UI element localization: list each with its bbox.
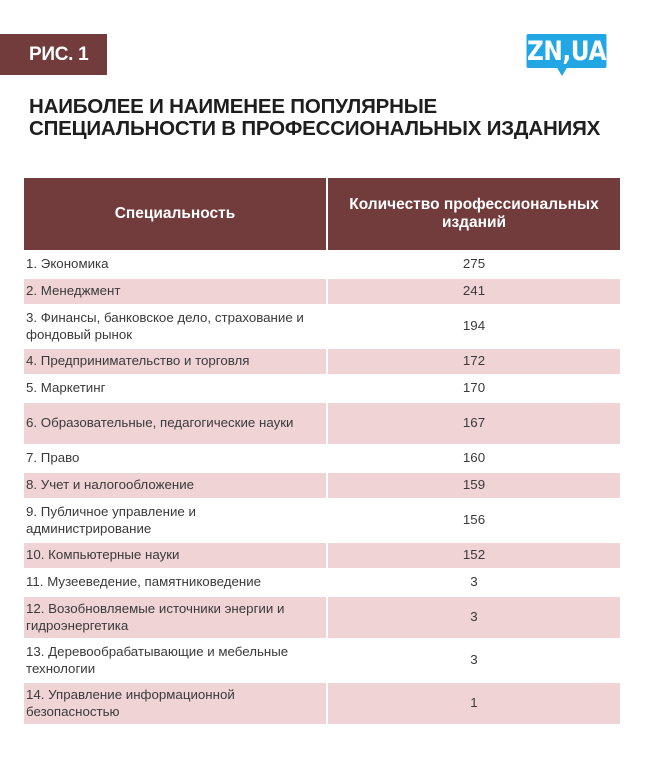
- specialty-cell: 14. Управление информационной безопасностью: [24, 682, 327, 725]
- header-count: Количество профессиональных изданий: [327, 178, 620, 251]
- count-cell: 275: [327, 251, 620, 278]
- count-cell: 1: [327, 682, 620, 725]
- table-row: [24, 278, 620, 305]
- table-row: [24, 682, 620, 725]
- specialty-cell: 9. Публичное управление и администрирование: [24, 499, 327, 542]
- specialty-cell: 8. Учет и налогообложение: [24, 472, 327, 499]
- count-cell: 3: [327, 569, 620, 596]
- table-row: [24, 375, 620, 402]
- count-cell: 170: [327, 375, 620, 402]
- logo-text: ZN,UA: [526, 35, 607, 67]
- specialty-cell: 1. Экономика: [24, 251, 327, 278]
- table-row: [24, 472, 620, 499]
- figure-badge: [0, 34, 107, 75]
- specialty-cell: 6. Образовательные, педагогические науки: [24, 402, 327, 445]
- count-cell: 167: [327, 402, 620, 445]
- table-row: [24, 639, 620, 682]
- table-row: [24, 305, 620, 348]
- table-row: [24, 251, 620, 278]
- specialties-table: [24, 178, 620, 726]
- specialty-cell: 12. Возобновляемые источники энергии и гидроэнергетика: [24, 596, 327, 639]
- specialty-cell: 13. Деревообрабатывающие и мебельные технологии: [24, 639, 327, 682]
- logo-speech-tail: [556, 66, 568, 76]
- count-cell: 3: [327, 596, 620, 639]
- table-row: [24, 445, 620, 472]
- specialty-cell: 11. Музееведение, памятниковедение: [24, 569, 327, 596]
- specialty-cell: 2. Менеджмент: [24, 278, 327, 305]
- table-row: [24, 348, 620, 375]
- count-cell: 160: [327, 445, 620, 472]
- figure-label: РИС. 1: [29, 43, 89, 65]
- specialty-cell: 5. Маркетинг: [24, 375, 327, 402]
- specialty-cell: 10. Компьютерные науки: [24, 542, 327, 569]
- table-row: [24, 569, 620, 596]
- specialty-cell: 7. Право: [24, 445, 327, 472]
- table-row: [24, 542, 620, 569]
- count-cell: 3: [327, 639, 620, 682]
- count-cell: 159: [327, 472, 620, 499]
- table-row: [24, 499, 620, 542]
- table-row: [24, 402, 620, 445]
- header-specialty: Специальность: [24, 178, 327, 251]
- specialty-cell: 4. Предпринимательство и торговля: [24, 348, 327, 375]
- page-title: НАИБОЛЕЕ И НАИМЕНЕЕ ПОПУЛЯРНЫЕ СПЕЦИАЛЬНОСТИ В ПРОФЕССИОНАЛЬНЫХ ИЗДАНИЯХ: [29, 95, 601, 140]
- table-row: [24, 596, 620, 639]
- specialty-cell: 3. Финансы, банковское дело, страхование и фондовый рынок: [24, 305, 327, 348]
- table-header-row: [24, 178, 620, 251]
- count-cell: 156: [327, 499, 620, 542]
- zn-ua-logo: [527, 34, 607, 68]
- count-cell: 152: [327, 542, 620, 569]
- count-cell: 194: [327, 305, 620, 348]
- count-cell: 241: [327, 278, 620, 305]
- count-cell: 172: [327, 348, 620, 375]
